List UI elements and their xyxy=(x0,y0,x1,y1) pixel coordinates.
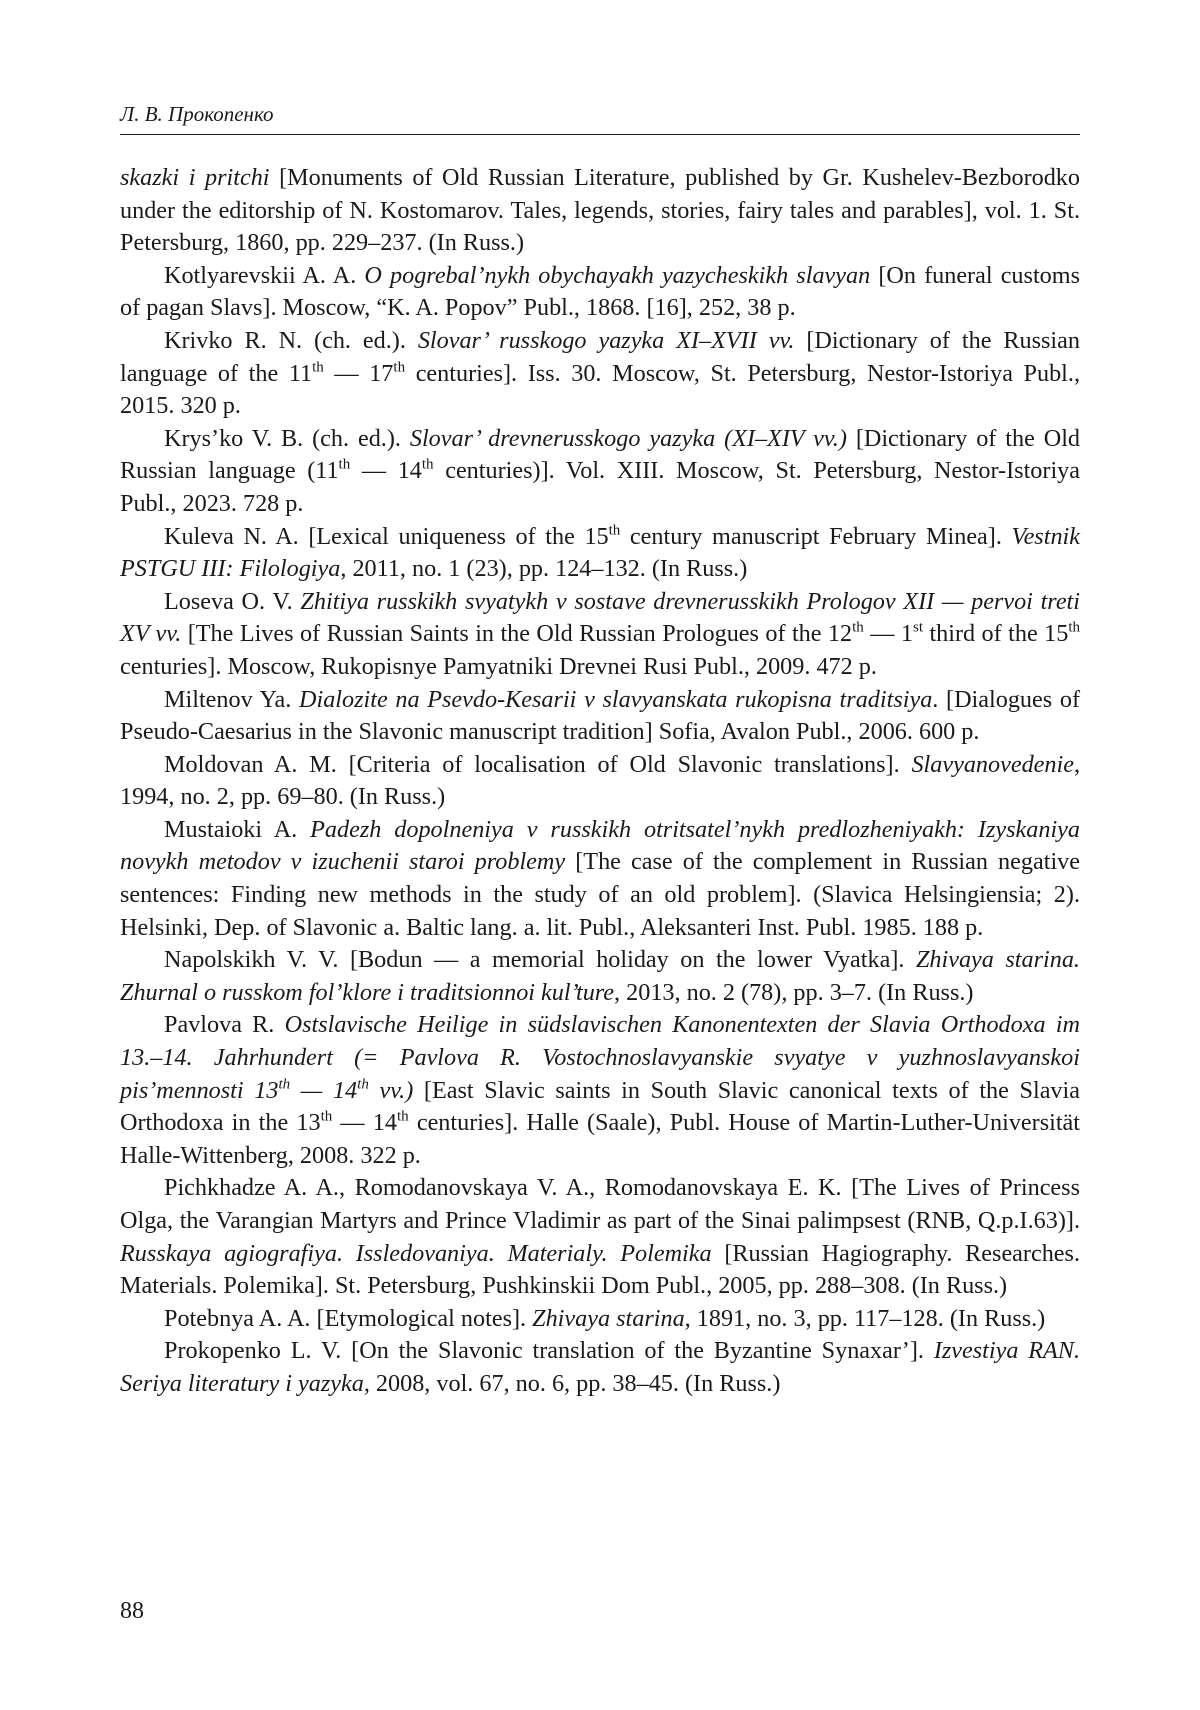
reference-text: [The Lives of Russian Saints in the Old Russian Prologues of the 12 xyxy=(181,620,853,648)
reference-entry xyxy=(120,1172,1080,1302)
ordinal-superscript: th xyxy=(852,620,864,637)
reference-text: Miltenov Ya. xyxy=(164,685,299,713)
reference-text: [East Slavic saints in South Slavic canonical texts of the Slavia Orthodoxa in the 13 xyxy=(120,1076,1080,1137)
reference-entry xyxy=(120,260,1080,325)
reference-text: Potebnya A. A. [Etymological notes]. xyxy=(164,1304,533,1332)
reference-entry xyxy=(120,749,1080,814)
reference-entry xyxy=(120,586,1080,684)
italic-title: Slovar’ russkogo yazyka XI–XVII vv. xyxy=(417,326,795,354)
reference-text: Kotlyarevskii A. A. xyxy=(164,261,365,289)
reference-text: [Monuments of Old Russian Literature, published by Gr. Kushelev-Bezborodko under the editorship of N. Kostomarov. Tales, legends, stories, fairy tales and parables], vol. 1. St. Petersburg, 1860, pp. 229–237. (In Russ.) xyxy=(120,164,1080,257)
header-rule xyxy=(120,134,1080,135)
page-number: 88 xyxy=(120,1598,144,1624)
italic-title: Slavyanovedenie xyxy=(911,750,1074,778)
reference-text: . [Dialogues of Pseudo-Caesarius in the Slavonic manuscript tradition] Sofia, Avalon Publ., 2006. 600 p. xyxy=(120,685,1080,746)
reference-text: centuries]. Moscow, Rukopisnye Pamyatniki Drevnei Rusi Publ., 2009. 472 p. xyxy=(120,652,877,680)
reference-text: Pichkhadze A. A., Romodanovskaya V. A., Romodanovskaya E. K. [The Lives of Princess Olga, the Varangian Martyrs and Prince Vladimir as part of the Sinai palimpsest (RNB, Q.p.I.63)]. xyxy=(120,1174,1080,1234)
reference-text: century manuscript February Minea]. xyxy=(620,522,1012,550)
reference-text: Napolskikh V. V. [Bodun — a memorial holiday on the lower Vyatka]. xyxy=(164,946,916,974)
reference-text: [On funeral customs of pagan Slavs]. Moscow, “K. A. Popov” Publ., 1868. [16], 252, 38 p. xyxy=(120,261,1080,322)
reference-text: — 17 xyxy=(323,359,394,387)
reference-text: third of the 15 xyxy=(923,620,1069,648)
ordinal-superscript: th xyxy=(357,1076,369,1093)
italic-title: Padezh dopolneniya v russkikh otritsatel’nykh predlozheniyakh: Izyskaniya novykh metodov v izuchenii staroi problemy xyxy=(120,815,1081,876)
reference-text: [Dictionary of the Russian language of the 11 xyxy=(120,326,1080,387)
ordinal-superscript: th xyxy=(1068,620,1080,637)
italic-title: O pogrebal’nykh obychayakh yazycheskikh slavyan xyxy=(364,261,871,289)
ordinal-superscript: th xyxy=(320,1108,333,1125)
reference-entry-continued xyxy=(120,162,1080,260)
reference-entry xyxy=(120,944,1080,1009)
reference-text: [The case of the complement in Russian negative sentences: Finding new methods in the study of an old problem]. (Slavica Helsingiensia; 2). Helsinki, Dep. of Slavonic a. Baltic lang. a. lit. Publ., Aleksanteri Inst. Publ. 1985. 188 p. xyxy=(120,848,1080,941)
italic-title: Zhivaya starina. Zhurnal o russkom fol’klore i traditsionnoi kul’ture xyxy=(120,946,1080,1006)
reference-text: Loseva O. V. xyxy=(164,587,301,615)
reference-text: Kuleva N. A. [Lexical uniqueness of the 15 xyxy=(164,522,609,550)
reference-text: , 2013, no. 2 (78), pp. 3–7. (In Russ.) xyxy=(614,978,974,1006)
reference-text: Prokopenko L. V. [On the Slavonic translation of the Byzantine Synaxar’]. xyxy=(164,1337,934,1365)
italic-title: Russkaya agiografiya. Issledovaniya. Materialy. Polemika xyxy=(120,1239,712,1267)
ordinal-superscript: th xyxy=(312,359,324,376)
ordinal-superscript: th xyxy=(338,457,351,474)
reference-text: Krivko R. N. (ch. ed.). xyxy=(164,326,418,354)
ordinal-superscript: th xyxy=(608,522,621,539)
reference-entry xyxy=(120,1303,1080,1336)
reference-text: , 1994, no. 2, pp. 69–80. (In Russ.) xyxy=(120,750,1080,811)
ordinal-superscript: st xyxy=(912,620,923,637)
reference-text: , 2011, no. 1 (23), pp. 124–132. (In Russ.) xyxy=(340,555,748,583)
ordinal-superscript: th xyxy=(421,457,434,474)
reference-entry xyxy=(120,814,1080,944)
reference-text: Mustaioki A. xyxy=(164,815,311,843)
reference-text: centuries]. Iss. 30. Moscow, St. Petersburg, Nestor-Istoriya Publ., 2015. 320 p. xyxy=(120,359,1080,420)
reference-list xyxy=(120,162,1080,1401)
italic-title: Ostslavische Heilige in südslavischen Kanonentexten der Slavia Orthodoxa im 13.–14. Jahrhundert (= Pavlova R. Vostochnoslavyanskie svyatye v yuzhnoslavyanskoi pis’mennosti 13 xyxy=(120,1011,1080,1104)
reference-entry xyxy=(120,1009,1080,1172)
reference-text: — 14 xyxy=(350,457,422,485)
ordinal-superscript: th xyxy=(278,1076,291,1093)
reference-text: Pavlova R. xyxy=(164,1011,285,1039)
italic-title: — 14 xyxy=(290,1076,358,1104)
reference-text: [Russian Hagiography. Researches. Materials. Polemika]. St. Petersburg, Pushkinskii Dom Publ., 2005, pp. 288–308. (In Russ.) xyxy=(120,1239,1080,1300)
reference-text: Krys’ko V. B. (ch. ed.). xyxy=(164,424,410,452)
italic-title: Vestnik PSTGU III: Filologiya xyxy=(120,522,1080,583)
reference-text: centuries)]. Vol. XIII. Moscow, St. Petersburg, Nestor-Istoriya Publ., 2023. 728 p. xyxy=(120,457,1080,517)
reference-entry xyxy=(120,423,1080,521)
italic-title: skazki i pritchi xyxy=(120,164,270,191)
italic-title: Zhitiya russkikh svyatykh v sostave drevnerusskikh Prologov XII — pervoi treti XV vv. xyxy=(120,587,1080,648)
reference-text: [Dictionary of the Old Russian language (11 xyxy=(120,424,1081,485)
reference-text: — 14 xyxy=(332,1109,397,1137)
ordinal-superscript: th xyxy=(396,1108,409,1125)
reference-entry xyxy=(120,325,1080,423)
running-head: Л. В. Прокопенко xyxy=(120,102,274,126)
reference-text: , 1891, no. 3, pp. 117–128. (In Russ.) xyxy=(684,1304,1046,1332)
reference-entry xyxy=(120,684,1080,749)
italic-title: vv.) xyxy=(368,1076,414,1104)
ordinal-superscript: th xyxy=(393,359,406,376)
italic-title: Dialozite na Psevdo-Kesarii v slavyanskata rukopisna traditsiya xyxy=(299,685,933,713)
reference-text: , 2008, vol. 67, no. 6, pp. 38–45. (In Russ.) xyxy=(363,1369,781,1397)
italic-title: Izvestiya RAN. Seriya literatury i yazyka xyxy=(120,1337,1080,1397)
reference-text: — 1 xyxy=(863,620,913,648)
reference-text: Moldovan A. M. [Criteria of localisation of Old Slavonic translations]. xyxy=(164,750,912,778)
italic-title: Zhivaya starina xyxy=(532,1304,685,1332)
reference-text: centuries]. Halle (Saale), Publ. House of Martin-Luther-Universität Halle-Wittenberg, 2008. 322 p. xyxy=(120,1109,1081,1169)
italic-title: Slovar’ drevnerusskogo yazyka (XI–XIV vv.) xyxy=(409,424,847,452)
reference-entry xyxy=(120,1335,1080,1400)
reference-entry xyxy=(120,521,1080,586)
